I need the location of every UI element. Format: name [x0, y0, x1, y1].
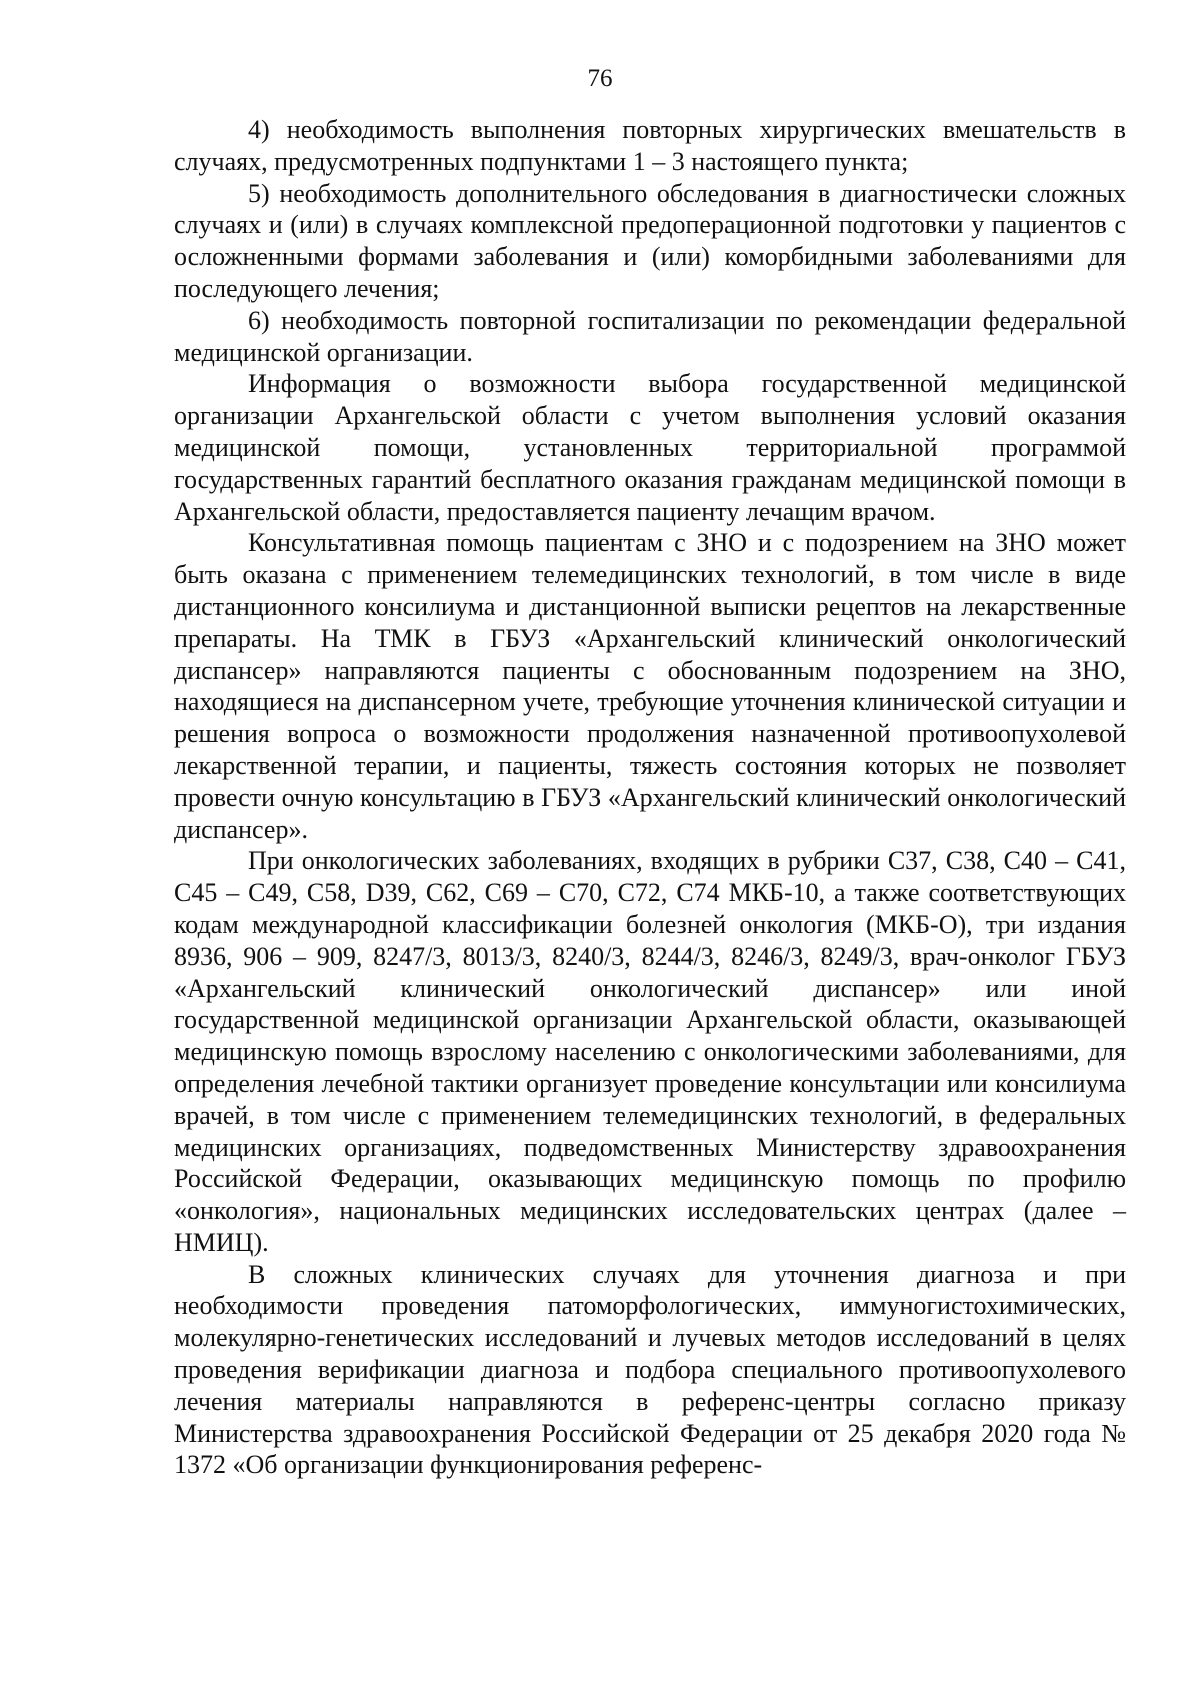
paragraph-telemedicine-consultation: Консультативная помощь пациентам с ЗНО и с подозрением на ЗНО может быть оказана с применением телемедицинских технологий, в том числе в виде дистанционного консилиума и дистанционной выписки рецептов на лекарственные препараты. На ТМК в ГБУЗ «Архангельский клинический онкологический диспансер» направляются пациенты с обоснованным подозрением на ЗНО, находящиеся на диспансерном учете, требующие уточнения клинической ситуации и решения вопроса о возможности продолжения назначенной противоопухолевой лекарственной терапии, и пациенты, тяжесть состояния которых не позволяет провести очную консультацию в ГБУЗ «Архангельский клинический онкологический диспансер».: [174, 528, 1126, 844]
list-item-6: 6) необходимость повторной госпитализации по рекомендации федеральной медицинской организации.: [174, 305, 1126, 367]
document-body: [174, 114, 1126, 1481]
page-number: 76: [587, 65, 613, 92]
list-item-4: 4) необходимость выполнения повторных хирургических вмешательств в случаях, предусмотренных подпунктами 1 – 3 настоящего пункта;: [174, 115, 1126, 176]
paragraph-information-choice: Информация о возможности выбора государственной медицинской организации Архангельской области с учетом выполнения условий оказания медицинской помощи, установленных территориальной программой государственных гарантий бесплатного оказания гражданам медицинской помощи в Архангельской области, предоставляется пациенту лечащим врачом.: [174, 369, 1126, 526]
paragraph-reference-centers: В сложных клинических случаях для уточнения диагноза и при необходимости проведения патоморфологических, иммуногистохимических, молекулярно-генетических исследований и лучевых методов исследований в целях проведения верификации диагноза и подбора специального противоопухолевого лечения материалы направляются в референс-центры согласно приказу Министерства здравоохранения Российской Федерации от 25 декабря 2020 года № 1372 «Об организации функционирования референс-: [174, 1259, 1126, 1480]
paragraph-oncology-codes: При онкологических заболеваниях, входящих в рубрики C37, C38, C40 – C41, C45 – C49, C58, D39, C62, C69 – C70, C72, C74 МКБ-10, а также соответствующих кодам международной классификации болезней онкология (МКБ-О), три издания 8936, 906 – 909, 8247/3, 8013/3, 8240/3, 8244/3, 8246/3, 8249/3, врач-онколог ГБУЗ «Архангельский клинический онкологический диспансер» или иной государственной медицинской организации Архангельской области, оказывающей медицинскую помощь взрослому населению с онкологическими заболеваниями, для определения лечебной тактики организует проведение консультации или консилиума врачей, в том числе с применением телемедицинских технологий, в федеральных медицинских организациях, подведомственных Министерству здравоохранения Российской Федерации, оказывающих медицинскую помощь по профилю «онкология», национальных медицинских исследовательских центрах (далее – НМИЦ).: [174, 846, 1126, 1257]
list-item-5: 5) необходимость дополнительного обследования в диагностически сложных случаях и (или) в случаях комплексной предоперационной подготовки у пациентов с осложненными формами заболевания и (или) коморбидными заболеваниями для последующего лечения;: [174, 178, 1126, 303]
